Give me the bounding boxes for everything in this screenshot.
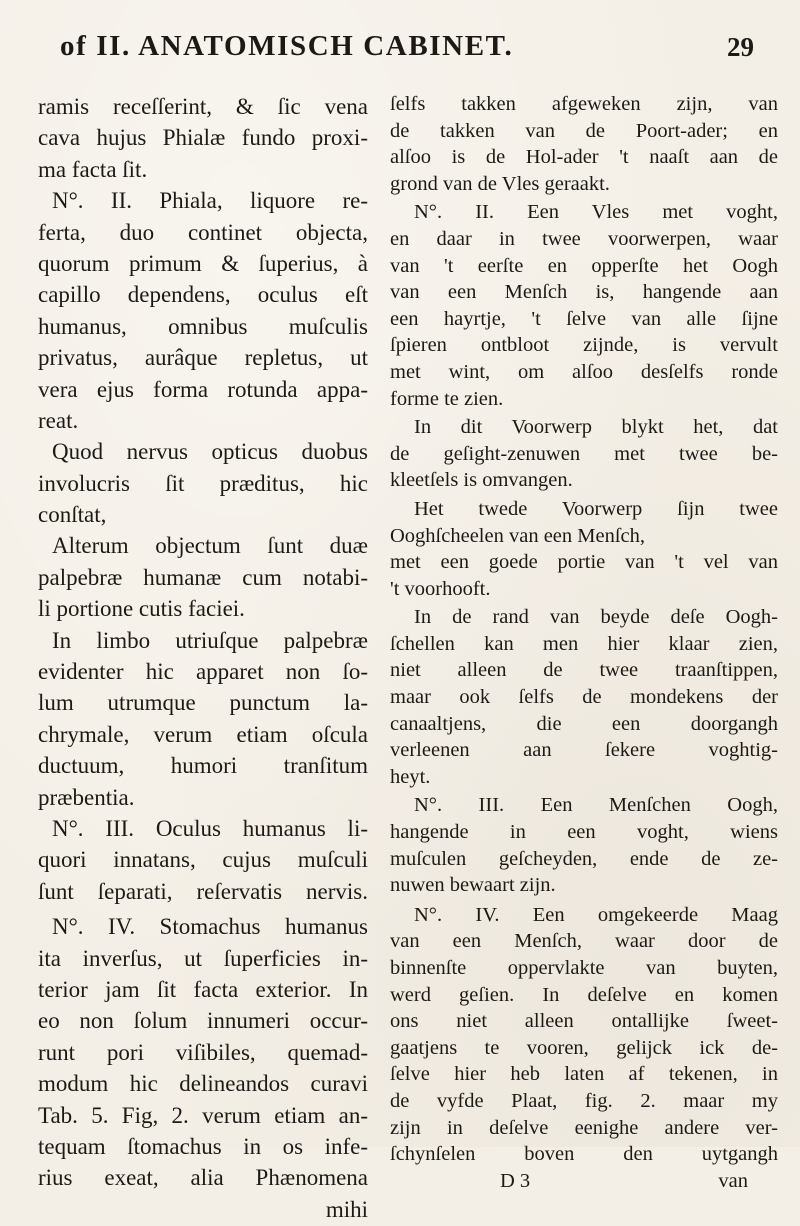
dutch-line: de geſight-zenuwen met twee be- (390, 442, 778, 465)
dutch-line: canaaltjens, die een doorgangh (390, 712, 778, 735)
text-columns (38, 92, 778, 1226)
latin-line: N°. II. Phiala, liquore re- (52, 188, 368, 214)
latin-line: li portione cutis faciei. (38, 596, 245, 622)
dutch-line: ons niet alleen ontallijke ſweet- (390, 1010, 778, 1033)
dutch-line: Ooghſcheelen van een Menſch, (390, 524, 646, 547)
latin-line: evidenter hic apparet non ſo- (38, 659, 368, 685)
dutch-line: verleenen aan ſekere voghtig- (390, 739, 778, 762)
latin-line: ferta, duo continet objecta, (38, 219, 368, 245)
latin-line: conſtat, (38, 502, 107, 528)
dutch-line: hangende in een voght, wiens (390, 821, 778, 844)
latin-line: rius exeat, alia Phænomena (38, 1165, 368, 1191)
dutch-line: van 't eerſte en opperſte het Oogh (390, 254, 778, 277)
dutch-line: muſculen geſcheyden, ende de ze- (390, 847, 778, 870)
latin-line: humanus, omnibus muſculis (38, 313, 368, 339)
latin-line: Quod nervus opticus duobus (52, 439, 368, 465)
running-head (38, 10, 776, 70)
latin-line: N°. III. Oculus humanus li- (52, 815, 368, 841)
dutch-line: ſelve hier heb laten af tekenen, in (390, 1063, 778, 1086)
latin-line: quorum primum & ſuperius, à (38, 250, 368, 276)
latin-line: palpebræ humanæ cum notabi- (38, 564, 368, 590)
dutch-line: kleetſels is omvangen. (390, 469, 573, 492)
latin-line: ma facta ſit. (38, 156, 148, 182)
dutch-line: alſoo is de Hol-ader 't naaſt aan de (390, 146, 778, 169)
dutch-line: en daar in twee voorwerpen, waar (390, 227, 778, 250)
latin-line: ſunt ſeparati, reſervatis nervis. (38, 878, 368, 904)
latin-line: lum utrumque punctum la- (38, 690, 368, 716)
latin-line: involucris ſit præditus, hic (38, 470, 368, 496)
dutch-line: gaatjens te vooren, gelijck ick de- (390, 1036, 778, 1059)
dutch-line: met wint, om alſoo desſelfs ronde (390, 360, 778, 383)
latin-catchword: mihi (325, 1196, 368, 1222)
dutch-column (390, 92, 778, 1226)
running-title: of II. ANATOMISCH CABINET. (60, 30, 514, 62)
dutch-line: binnenſte oppervlakte van buyten, (390, 957, 778, 979)
dutch-line: werd geſien. In deſelve en komen (390, 983, 778, 1006)
dutch-catchword: van (718, 1169, 748, 1192)
dutch-line: grond van de Vles geraakt. (390, 172, 610, 195)
dutch-line: de vyfde Plaat, fig. 2. maar my (390, 1089, 778, 1112)
dutch-line: 't voorhooft. (390, 577, 491, 600)
latin-line: cava hujus Phialæ fundo proxi- (38, 125, 368, 151)
dutch-line: ſchynſelen boven den uytgangh (390, 1143, 778, 1166)
latin-line: reat. (38, 407, 79, 433)
latin-line: vera ejus forma rotunda appa- (38, 376, 368, 402)
latin-line: præbentia. (38, 784, 135, 810)
latin-line: eo non ſolum innumeri occur- (38, 1008, 368, 1034)
latin-line: tequam ſtomachus in os infe- (38, 1133, 368, 1159)
dutch-line: N°. III. Een Menſchen Oogh, (414, 794, 778, 817)
dutch-line: heyt. (390, 765, 431, 788)
signature-line (390, 1169, 778, 1196)
latin-line: modum hic delineandos curavi (38, 1071, 368, 1097)
dutch-line: N°. IV. Een omgekeerde Maag (414, 903, 778, 926)
latin-line: ita inverſus, ut ſuperficies in- (38, 945, 368, 971)
dutch-line: ſelfs takken afgeweken zijn, van (390, 93, 778, 115)
latin-line: quori innatans, cujus muſculi (38, 847, 368, 873)
dutch-line: een hayrtje, 't ſelve van alle ſijne (390, 307, 778, 330)
dutch-line: ſchellen kan men hier klaar zien, (390, 632, 778, 655)
latin-line: chrymale, verum etiam oſcula (38, 721, 368, 747)
latin-line: ramis receſſerint, & ſic vena (38, 94, 368, 119)
dutch-line: ſpieren ontbloot zijnde, is vervult (390, 334, 778, 357)
latin-column (38, 92, 368, 1226)
latin-line: capillo dependens, oculus eſt (38, 282, 368, 308)
dutch-line: niet alleen de twee traanſtippen, (390, 659, 778, 682)
latin-line: Alterum objectum ſunt duæ (52, 533, 368, 559)
dutch-line: zijn in deſelve eenighe andere ver- (390, 1116, 778, 1139)
dutch-line: forme te zien. (390, 387, 504, 410)
latin-line: Tab. 5. Fig, 2. verum etiam an- (38, 1102, 368, 1128)
dutch-line: van een Menſch is, hangende aan (390, 281, 778, 304)
dutch-line: N°. II. Een Vles met voght, (414, 201, 778, 224)
dutch-line: van een Menſch, waar door de (390, 930, 778, 953)
latin-line: runt pori viſibiles, quemad- (38, 1039, 368, 1065)
page-number: 29 (727, 32, 754, 62)
signature-mark: D 3 (500, 1169, 531, 1192)
latin-line: terior jam ſit facta exterior. In (38, 976, 368, 1002)
dutch-line: met een goede portie van 't vel van (390, 551, 778, 574)
dutch-line: maar ook ſelfs de mondekens der (390, 686, 778, 709)
dutch-line: de takken van de Poort-ader; en (390, 119, 778, 142)
latin-line: privatus, aurâque repletus, ut (38, 345, 368, 371)
latin-line: N°. IV. Stomachus humanus (52, 914, 368, 940)
dutch-line: In de rand van beyde deſe Oogh- (414, 606, 778, 629)
dutch-line: Het twede Voorwerp ſijn twee (414, 497, 778, 520)
latin-line: ductuum, humori tranſitum (38, 753, 368, 779)
dutch-line: nuwen bewaart zijn. (390, 874, 556, 897)
latin-line: In limbo utriuſque palpebræ (52, 627, 368, 653)
dutch-line: In dit Voorwerp blykt het, dat (414, 416, 778, 439)
